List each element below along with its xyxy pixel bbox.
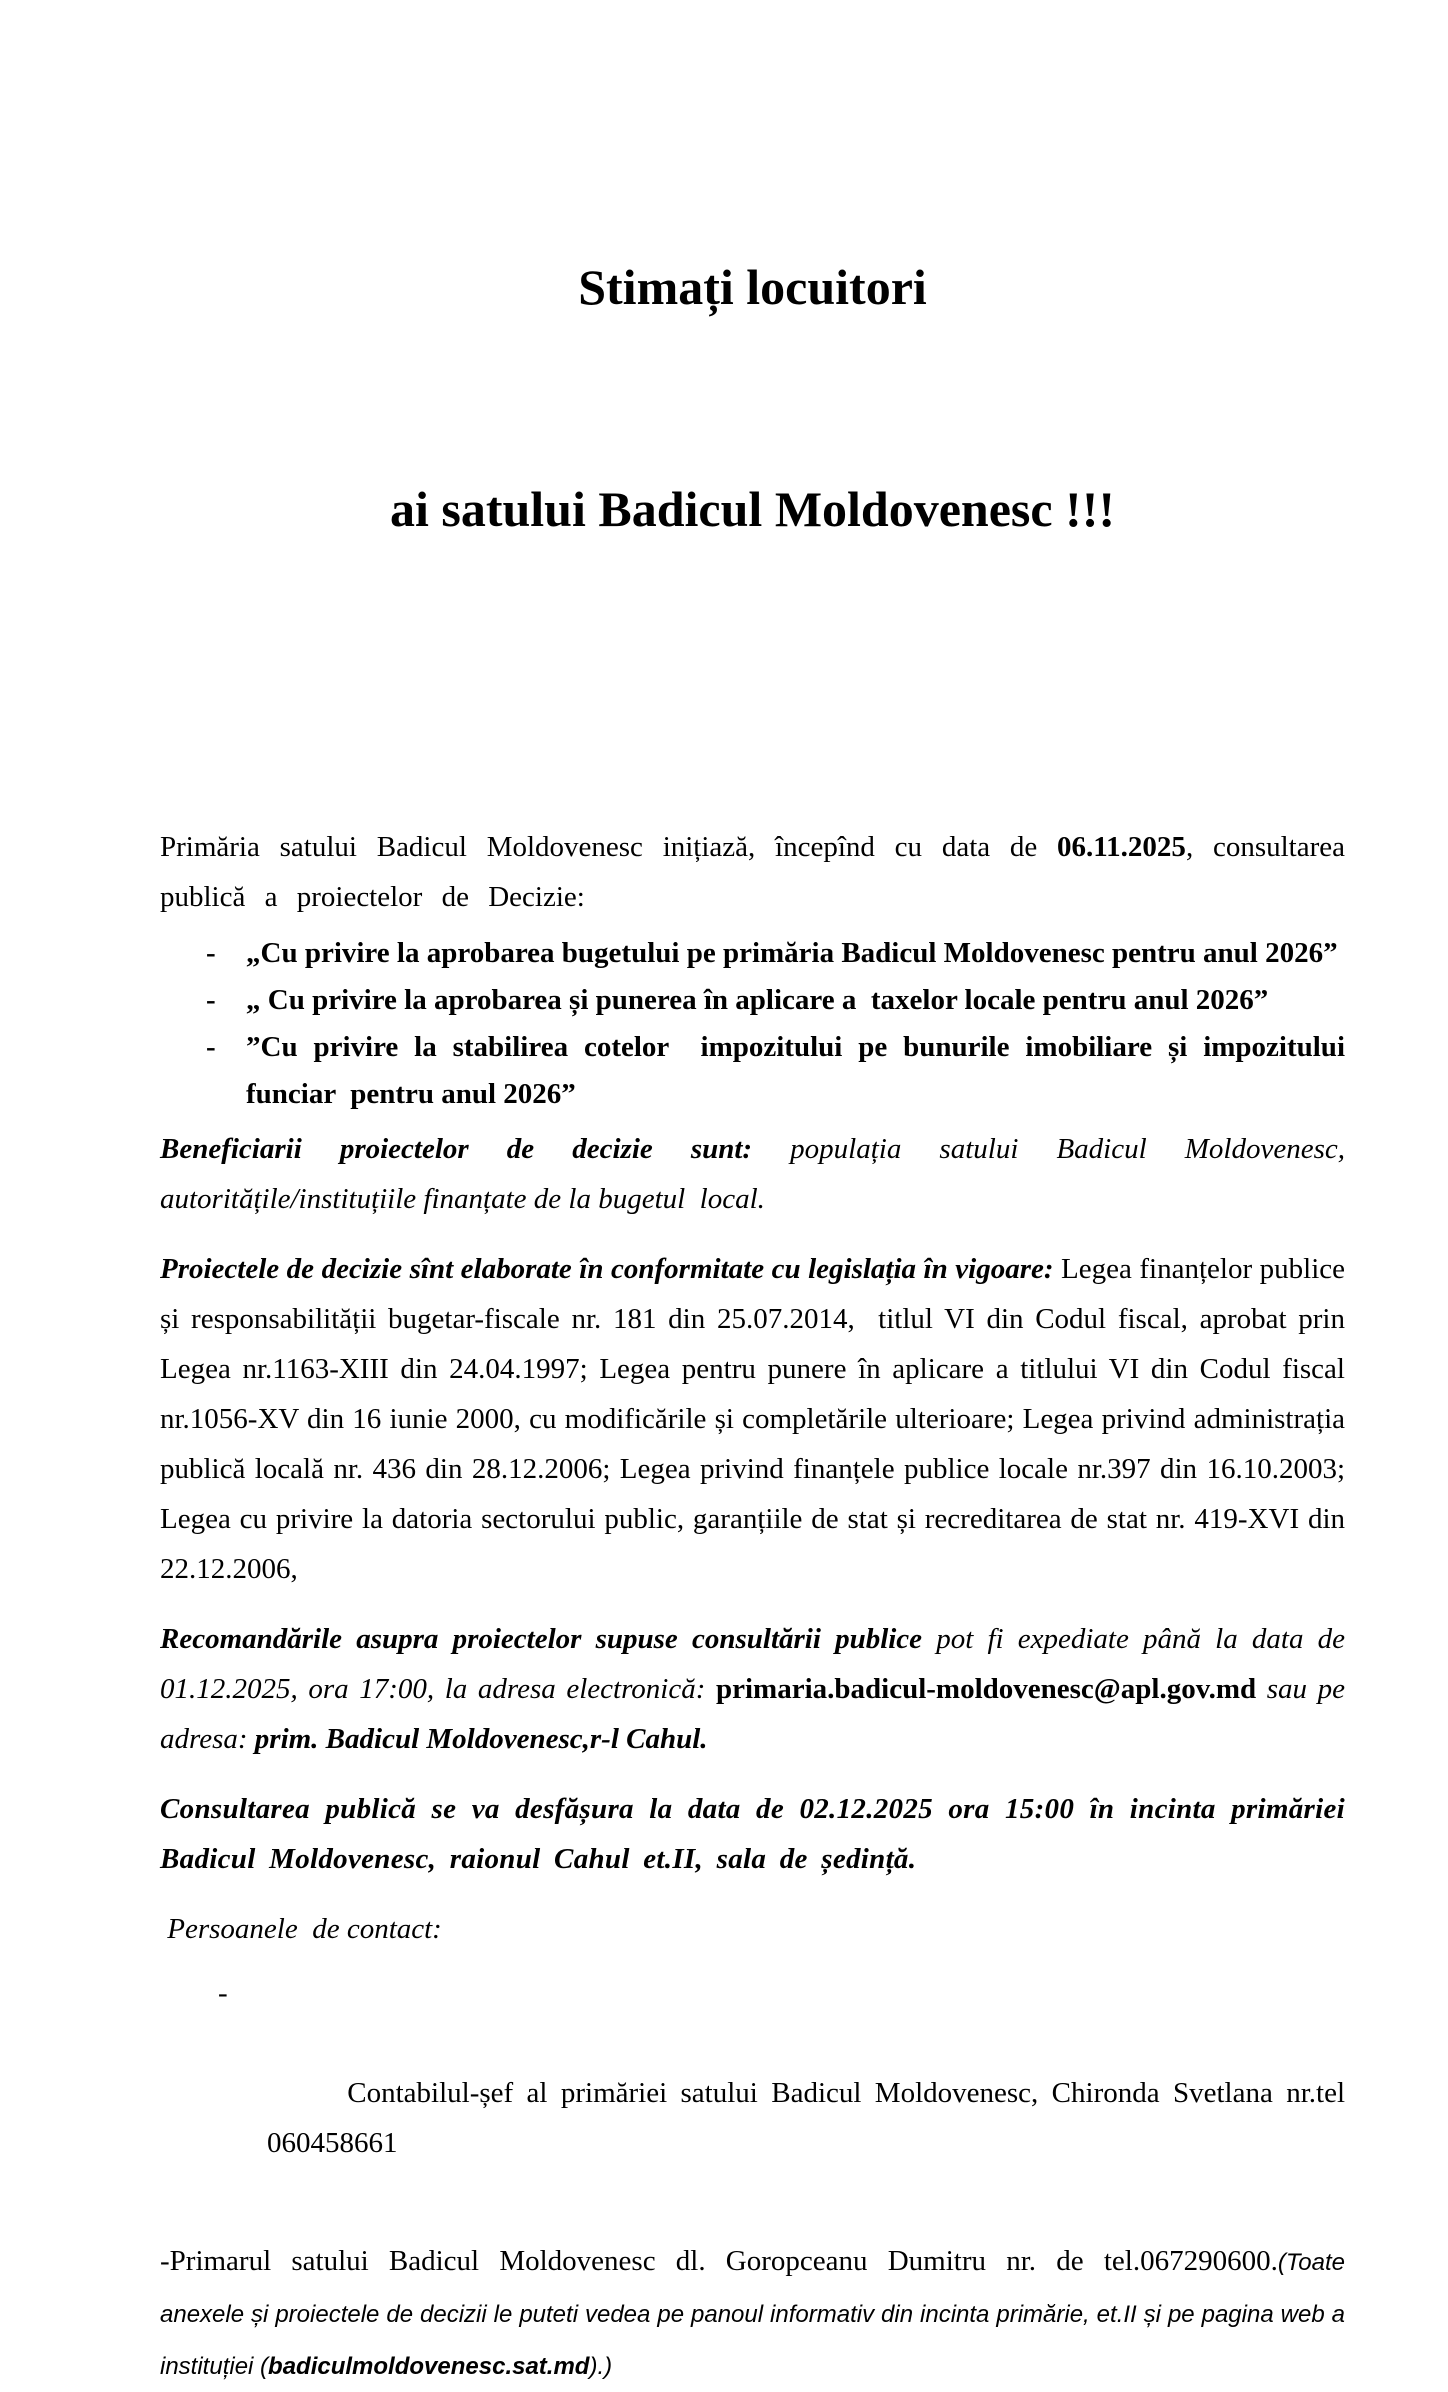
contact-email: primaria.badicul-moldovenesc@apl.gov.md [715, 1673, 1257, 1705]
decision-item-budget [160, 930, 1345, 977]
decision-item-property-tax [160, 1024, 1353, 1118]
decision-item-text: „ Cu privire la aprobarea și punerea în aplicare a taxelor locale pentru anul 2026” [246, 984, 1269, 1016]
bullet-dash: - [206, 937, 216, 969]
legal-basis-label: Proiectele de decizie sînt elaborate în conformitate cu legislația în vigoare: [160, 1253, 1054, 1285]
decision-list [160, 930, 1353, 1118]
beneficiaries-text: populația satului Badicul Moldovenesc, autoritățile/instituțiile finanțate de la bugetul local. [160, 1133, 1353, 1215]
mayor-contact-text: -Primarul satului Badicul Moldovenesc dl. Goropceanu Dumitru nr. de tel.067290600. [160, 2245, 1278, 2277]
accountant-contact-text: Contabilul-șef al primăriei satului Badicul Moldovenesc, Chironda Svetlana nr.tel 060458661 [267, 2077, 1353, 2159]
intro-date: 06.11.2025 [1057, 831, 1186, 863]
document-title [160, 102, 1345, 694]
bullet-dash: - [206, 1031, 216, 1063]
intro-text-before: Primăria satului Badicul Moldovenesc inițiază, începînd cu data de [160, 831, 1058, 863]
intro-paragraph [160, 822, 1365, 922]
annexes-note-text-before-site: (Toate anexele și proiectele de decizii le puteti vedea pe panoul informativ din incinta primărie, et.II și pe pagina web a instituției ( [160, 2249, 1352, 2380]
recommendations-text-before-email: pot fi expediate până la data de 01.12.2025, ora 17:00, la adresa electronică: [160, 1623, 1353, 1705]
contacts-heading: Persoanele de contact: [160, 1913, 442, 1945]
contact-item-mayor [160, 2236, 1352, 2392]
institution-website: badiculmoldovenesc.sat.md [268, 2353, 590, 2380]
beneficiaries-label: Beneficiarii proiectelor de decizie sunt: [160, 1133, 753, 1165]
title-line-1: Stimați locuitori [578, 259, 927, 315]
intro-text-after: , consultarea publică a proiectelor de Decizie: [160, 831, 1365, 913]
bullet-dash: - [206, 984, 216, 1016]
annexes-note-text-after-site: ).) [589, 2353, 613, 2380]
bullet-dash: - [218, 1977, 228, 2009]
postal-address: prim. Badicul Moldovenesc,r-l Cahul. [254, 1723, 708, 1755]
consultation-paragraph: Consultarea publică se va desfășura la data de 02.12.2025 ora 15:00 în incinta primăriei Badicul Moldovenesc, raionul Cahul et.II, sala de ședință. [160, 1793, 1359, 1875]
recommendations-paragraph [160, 1614, 1353, 1764]
legal-basis-paragraph [160, 1244, 1353, 1594]
recommendations-label: Recomandările asupra proiectelor supuse consultării publice [160, 1623, 923, 1655]
decision-item-local-taxes [160, 977, 1345, 1024]
beneficiaries-paragraph [160, 1124, 1353, 1224]
recommendations-text-after-email: sau pe adresa: [160, 1673, 1353, 1755]
decision-item-text: „Cu privire la aprobarea bugetului pe primăria Badicul Moldovenesc pentru anul 2026” [246, 937, 1338, 969]
legal-basis-text: Legea finanțelor publice și responsabilității bugetar-fiscale nr. 181 din 25.07.2014, titlul VI din Codul fiscal, aprobat prin Legea nr.1163-XIII din 24.04.1997; Legea pentru punere în aplicare a titlului VI din Codul fiscal nr.1056-XV din 16 iunie 2000, cu modificările și completările ulterioare; Legea privind administrația publică locală nr. 436 din 28.12.2006; Legea privind finanțele publice locale nr.397 din 16.10.2003; Legea cu privire la datoria sectorului public, garanțiile de stat și recreditarea de stat nr. 419-XVI din 22.12.2006, [160, 1253, 1353, 1585]
contact-item-accountant [160, 1968, 1353, 2218]
decision-item-text: ”Cu privire la stabilirea cotelor impozitului pe bunurile imobiliare și impozitului funciar pentru anul 2026” [246, 1031, 1353, 1110]
title-line-2: ai satului Badicul Moldovenesc !!! [389, 481, 1116, 537]
